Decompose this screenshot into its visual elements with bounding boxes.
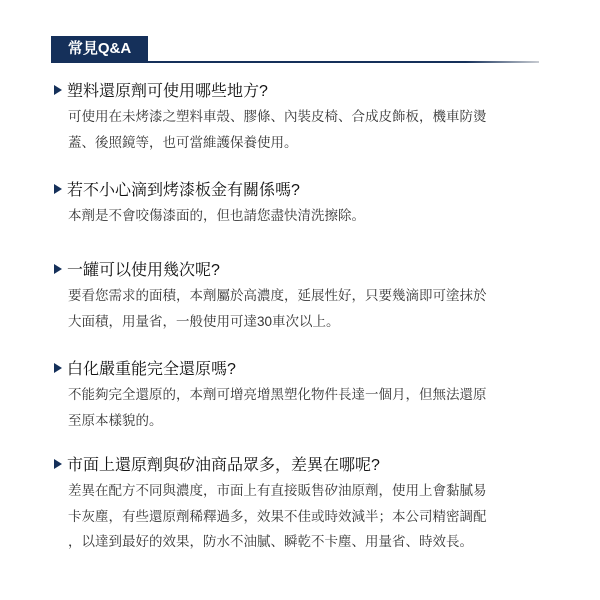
- section-divider: [51, 61, 539, 63]
- answer-line: 至原本樣貌的。: [68, 412, 163, 428]
- triangle-bullet-icon: [54, 85, 62, 95]
- faq-question: [54, 454, 554, 478]
- faq-question: [54, 259, 554, 283]
- faq-question: [54, 358, 554, 382]
- answer-line: 不能夠完全還原的，本劑可增亮增黑塑化物件長達一個月，但無法還原: [68, 387, 487, 402]
- answer-line: ，以達到最好的效果，防水不油膩、瞬乾不卡塵、用量省、時效長。: [68, 534, 473, 549]
- answer-line: 要看您需求的面積，本劑屬於高濃度，延展性好，只要幾滴即可塗抹於: [68, 288, 487, 303]
- question-text: 若不小心滴到烤漆板金有關係嗎?: [67, 182, 300, 199]
- triangle-bullet-icon: [54, 459, 62, 469]
- question-text: 一罐可以使用幾次呢?: [67, 262, 220, 279]
- question-text: 塑料還原劑可使用哪些地方?: [67, 83, 268, 100]
- triangle-bullet-icon: [54, 363, 62, 373]
- faq-item: [54, 179, 554, 229]
- faq-item: [54, 80, 554, 155]
- answer-line: 差異在配方不同與濃度，市面上有直接販售矽油原劑，使用上會黏膩易: [68, 483, 487, 498]
- faq-item: [54, 259, 554, 334]
- triangle-bullet-icon: [54, 184, 62, 194]
- faq-question: [54, 179, 554, 203]
- answer-line: 蓋、後照鏡等，也可當維護保養使用。: [68, 134, 298, 150]
- answer-line: 本劑是不會咬傷漆面的，但也請您盡快清洗擦除。: [68, 208, 365, 223]
- triangle-bullet-icon: [54, 264, 62, 274]
- faq-item: [54, 358, 554, 433]
- question-text: 市面上還原劑與矽油商品眾多，差異在哪呢?: [67, 457, 380, 474]
- faq-question: [54, 80, 554, 104]
- faq-item: [54, 454, 554, 555]
- answer-line: 可使用在未烤漆之塑料車殼、膠條、內裝皮椅、合成皮飾板，機車防燙: [68, 109, 487, 124]
- section-title: 常見Q&A: [51, 36, 148, 62]
- answer-line: 大面積，用量省，一般使用可達30車次以上。: [68, 313, 340, 329]
- answer-line: 卡灰塵，有些還原劑稀釋過多，效果不佳或時效減半；本公司精密調配: [68, 508, 487, 524]
- question-text: 白化嚴重能完全還原嗎?: [67, 361, 236, 378]
